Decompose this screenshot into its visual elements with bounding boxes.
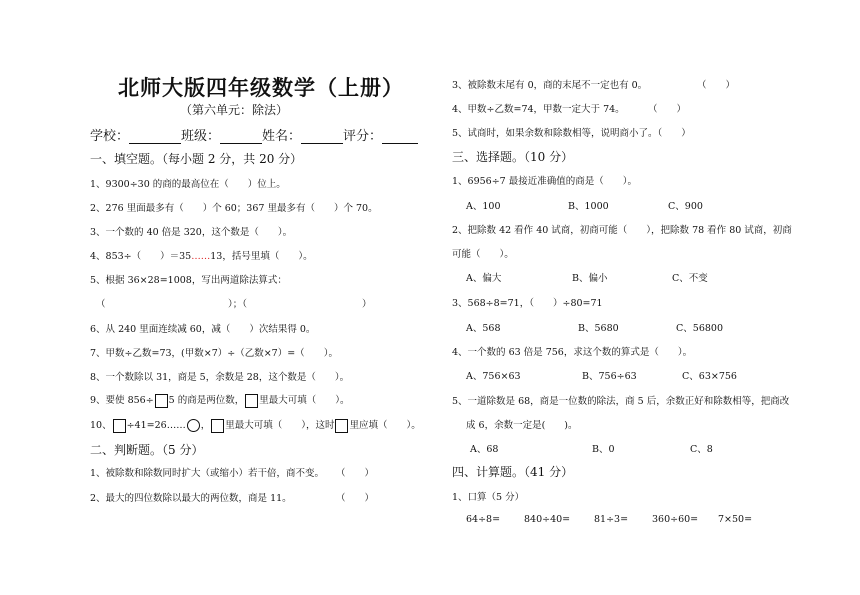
answer-box[interactable] bbox=[155, 394, 168, 408]
s4-calc-item[interactable]: 360÷60= bbox=[652, 514, 699, 525]
s1-q9-part-a: 9、要使 856÷ bbox=[90, 395, 154, 406]
s3-question-5-line1: 5、一道除数是 68，商是一位数的除法，商 5 后，余数正好和除数相等，把商改 bbox=[452, 396, 790, 407]
s3-q3-option-c[interactable]: C、56800 bbox=[676, 323, 723, 334]
s3-question-1: 1、6956÷7 最接近准确值的商是（ ）。 bbox=[452, 176, 637, 187]
s1-q5-answer-c: ） bbox=[362, 299, 372, 310]
s2-q2-answer[interactable]: （ ） bbox=[336, 493, 375, 504]
section3-title: 三、选择题。（10 分） bbox=[452, 150, 574, 164]
s2-question-1: 1、被除数和除数同时扩大（或缩小）若干倍，商不变。 bbox=[90, 468, 325, 479]
answer-box[interactable] bbox=[113, 419, 126, 433]
s4-subsection-1: 1、口算（5 分） bbox=[452, 492, 525, 503]
section4-title: 四、计算题。（41 分） bbox=[452, 465, 574, 479]
s1-question-3: 3、一个数的 40 倍是 320，这个数是（ ）。 bbox=[90, 227, 293, 238]
s1-q10-part-d: 里最大可填（ ），这时 bbox=[225, 420, 335, 431]
s3-q4-option-b[interactable]: B、756÷63 bbox=[582, 371, 637, 382]
s1-q10-part-e: 里应填（ ）。 bbox=[349, 420, 421, 431]
s4-calc-item[interactable]: 840÷40= bbox=[524, 514, 571, 525]
name-label: 姓名： bbox=[262, 129, 302, 144]
s3-q2-option-a[interactable]: A、偏大 bbox=[466, 273, 502, 284]
class-label: 班级： bbox=[181, 129, 221, 144]
answer-box[interactable] bbox=[245, 394, 258, 408]
s1-q9-part-c: 里最大可填（ ）。 bbox=[259, 395, 350, 406]
s1-q4-part-b: 13，括号里填（ ）。 bbox=[210, 251, 313, 262]
s3-q3-option-b[interactable]: B、5680 bbox=[578, 323, 619, 334]
s3-question-2-line2: 可能（ ）。 bbox=[452, 249, 514, 260]
s3-q1-option-a[interactable]: A、100 bbox=[466, 201, 501, 212]
s1-q4-part-a: 4、853÷（ ）＝35 bbox=[90, 251, 192, 262]
s2-q3-answer[interactable]: （ ） bbox=[697, 80, 736, 91]
s3-q4-option-c[interactable]: C、63×756 bbox=[682, 371, 737, 382]
s1-question-6: 6、从 240 里面连续减 60，减（ ）次结果得 0。 bbox=[90, 324, 316, 335]
s2-question-5: 5、试商时，如果余数和除数相等，说明商小了。（ ） bbox=[452, 128, 691, 139]
class-blank[interactable] bbox=[220, 131, 262, 144]
s3-q3-option-a[interactable]: A、568 bbox=[466, 323, 501, 334]
s3-q4-option-a[interactable]: A、756×63 bbox=[466, 371, 521, 382]
s1-q4-dots: …… bbox=[191, 251, 211, 262]
s3-question-5-line2: 成 6，余数一定是( )。 bbox=[466, 420, 578, 431]
s1-question-9 bbox=[90, 392, 350, 408]
page-title: 北师大版四年级数学（上册） bbox=[118, 75, 404, 100]
page-subtitle: （第六单元：除法） bbox=[180, 103, 289, 117]
s3-q5-option-a[interactable]: A、68 bbox=[470, 444, 499, 455]
s1-q10-part-a: 10、 bbox=[90, 420, 112, 431]
s3-question-4: 4、一个数的 63 倍是 756，求这个数的算式是（ ）。 bbox=[452, 347, 693, 358]
name-blank[interactable] bbox=[301, 131, 343, 144]
section2-title: 二、判断题。（5 分） bbox=[90, 443, 204, 457]
s1-q5-answer-a[interactable]: （ bbox=[96, 299, 106, 310]
s1-q5-answer-b[interactable]: ）；（ bbox=[228, 299, 248, 310]
s3-q2-option-c[interactable]: C、不变 bbox=[672, 273, 708, 284]
s1-q9-part-b: 5 的商是两位数， bbox=[168, 395, 245, 406]
s4-calc-item[interactable]: 7×50= bbox=[718, 514, 753, 525]
s1-question-8: 8、一个数除以 31，商是 5，余数是 28，这个数是（ ）。 bbox=[90, 372, 350, 383]
s1-question-7: 7、甲数÷乙数=73，(甲数×7）÷（乙数×7）=（ ）。 bbox=[90, 348, 338, 359]
answer-circle[interactable] bbox=[187, 419, 200, 432]
section1-title: 一、填空题。（每小题 2 分，共 20 分） bbox=[90, 152, 303, 166]
s3-question-3: 3、568÷8=71，（ ）÷80=71 bbox=[452, 298, 603, 309]
s1-question-4 bbox=[90, 248, 313, 262]
s2-q1-answer[interactable]: （ ） bbox=[336, 468, 375, 479]
s1-question-5: 5、根据 36×28=1008，写出两道除法算式： bbox=[90, 275, 287, 286]
s3-q5-option-c[interactable]: C、8 bbox=[690, 444, 713, 455]
s1-q10-part-b: ÷41=26…… bbox=[126, 420, 186, 431]
s1-question-10 bbox=[90, 417, 421, 433]
school-blank[interactable] bbox=[129, 131, 181, 144]
s3-q1-option-b[interactable]: B、1000 bbox=[568, 201, 609, 212]
score-blank[interactable] bbox=[382, 131, 418, 144]
s1-q10-part-c: ， bbox=[200, 420, 211, 431]
s3-q1-option-c[interactable]: C、900 bbox=[668, 201, 703, 212]
s3-question-2-line1: 2、把除数 42 看作 40 试商，初商可能（ ），把除数 78 看作 80 试商，初商 bbox=[452, 225, 792, 236]
student-info-row bbox=[90, 125, 418, 144]
s4-calc-item[interactable]: 64÷8= bbox=[466, 514, 501, 525]
s3-q5-option-b[interactable]: B、0 bbox=[592, 444, 615, 455]
answer-box[interactable] bbox=[335, 419, 348, 433]
s1-question-2: 2、276 里面最多有（ ）个 60；367 里最多有（ ）个 70。 bbox=[90, 203, 378, 214]
s2-q4-answer[interactable]: （ ） bbox=[648, 104, 687, 115]
score-label: 评分： bbox=[343, 129, 383, 144]
answer-box[interactable] bbox=[211, 419, 224, 433]
s3-q2-option-b[interactable]: B、偏小 bbox=[572, 273, 608, 284]
school-label: 学校： bbox=[90, 129, 130, 144]
s2-question-3: 3、被除数末尾有 0，商的末尾不一定也有 0。 bbox=[452, 80, 648, 91]
s2-question-2: 2、最大的四位数除以最大的两位数，商是 11。 bbox=[90, 493, 292, 504]
s1-question-1: 1、9300÷30 的商的最高位在（ ）位上。 bbox=[90, 179, 286, 190]
s2-question-4: 4、甲数÷乙数=74，甲数一定大于 74。 bbox=[452, 104, 625, 115]
s4-calc-item[interactable]: 81÷3= bbox=[594, 514, 629, 525]
